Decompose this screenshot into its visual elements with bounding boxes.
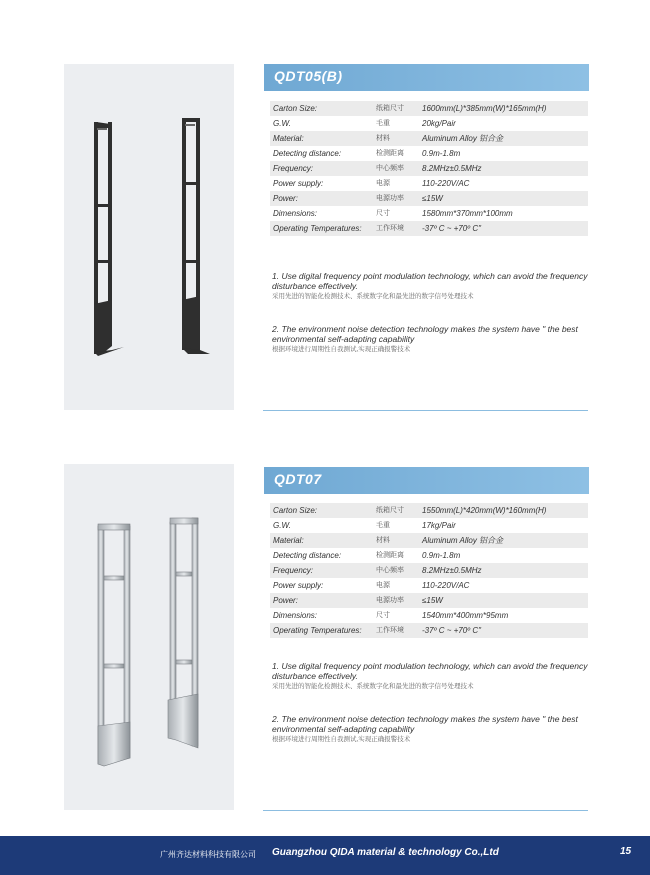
feature-item <box>272 324 588 355</box>
spec-row-detecting-distance <box>270 146 588 161</box>
spec-label-cn: 尺寸 <box>376 612 390 619</box>
spec-label: Material: <box>273 536 304 545</box>
feature-text-cn: 根据环境进行周期性自我测试,实现正确报警技术 <box>272 346 411 353</box>
spec-row-carton-size <box>270 503 588 518</box>
spec-row-frequency <box>270 161 588 176</box>
spec-label: Carton Size: <box>273 506 318 515</box>
spec-row-carton-size <box>270 101 588 116</box>
spec-value: 20kg/Pair <box>422 119 456 128</box>
section-divider <box>263 810 588 811</box>
section-divider <box>263 410 588 411</box>
spec-row-dimensions <box>270 608 588 623</box>
spec-label: Carton Size: <box>273 104 318 113</box>
spec-label-cn: 电源功率 <box>376 597 404 604</box>
spec-value: 1580mm*370mm*100mm <box>422 209 513 218</box>
page-number: 15 <box>620 846 632 857</box>
spec-label-cn: 纸箱尺寸 <box>376 105 404 112</box>
feature-text-cn: 根据环境进行周期性自我测试,实现正确报警技术 <box>272 736 411 743</box>
spec-value: 110-220V/AC <box>422 581 470 590</box>
company-name-en: Guangzhou QIDA material & technology Co.,Ltd <box>272 847 499 858</box>
spec-label-cn: 电源 <box>376 582 390 589</box>
feature-text-en: 1. Use digital frequency point modulation technology, which can avoid the frequency disturbance effectively. <box>272 271 588 291</box>
product-photo-qdt07 <box>64 464 234 810</box>
spec-value: Aluminum Alloy 铝合金 <box>422 134 504 143</box>
spec-row-gw <box>270 116 588 131</box>
spec-label-cn: 毛重 <box>376 120 390 127</box>
spec-value: ≤15W <box>422 194 443 203</box>
spec-label: Operating Temperatures: <box>273 224 362 233</box>
spec-label-cn: 电源 <box>376 180 390 187</box>
spec-row-operating-temperatures <box>270 221 588 236</box>
spec-row-detecting-distance <box>270 548 588 563</box>
spec-label: Dimensions: <box>273 611 318 620</box>
spec-row-power <box>270 593 588 608</box>
company-name-cn: 广州齐达材料科技有限公司 <box>160 850 256 859</box>
spec-label-cn: 工作环境 <box>376 627 404 634</box>
spec-label: Frequency: <box>273 164 314 173</box>
antenna-gate-silver-image <box>64 464 234 810</box>
spec-value: 17kg/Pair <box>422 521 456 530</box>
product-title-bar <box>264 64 589 91</box>
spec-row-power <box>270 191 588 206</box>
page-footer <box>0 836 650 875</box>
spec-label-cn: 中心频率 <box>376 165 404 172</box>
spec-value: -37º C ~ +70º C" <box>422 626 481 635</box>
spec-label: Detecting distance: <box>273 551 342 560</box>
spec-label-cn: 检测距离 <box>376 150 404 157</box>
spec-value: 8.2MHz±0.5MHz <box>422 566 482 575</box>
feature-text-cn: 采用先进的智能化检测技术、系统数字化和最先进的数字信号处理技术 <box>272 293 474 300</box>
product-title-bar <box>264 467 589 494</box>
spec-label: Power: <box>273 596 298 605</box>
spec-label-cn: 纸箱尺寸 <box>376 507 404 514</box>
spec-label: Dimensions: <box>273 209 318 218</box>
feature-text-en: 2. The environment noise detection technology makes the system have " the best environmental self-adapting capability <box>272 324 578 344</box>
spec-value: ≤15W <box>422 596 443 605</box>
spec-label-cn: 尺寸 <box>376 210 390 217</box>
spec-row-power-supply <box>270 578 588 593</box>
spec-label: Detecting distance: <box>273 149 342 158</box>
spec-label-cn: 材料 <box>376 135 390 142</box>
spec-label: G.W. <box>273 521 291 530</box>
spec-label-cn: 工作环境 <box>376 225 404 232</box>
spec-label: Power supply: <box>273 179 324 188</box>
antenna-gate-dark-image <box>64 64 234 410</box>
feature-item <box>272 714 588 745</box>
spec-label: Power supply: <box>273 581 324 590</box>
spec-value: 1600mm(L)*385mm(W)*165mm(H) <box>422 104 547 113</box>
spec-value: 1550mm(L)*420mm(W)*160mm(H) <box>422 506 547 515</box>
spec-row-material <box>270 533 588 548</box>
spec-row-material <box>270 131 588 146</box>
spec-value: 1540mm*400mm*95mm <box>422 611 509 620</box>
spec-row-frequency <box>270 563 588 578</box>
spec-value: 8.2MHz±0.5MHz <box>422 164 482 173</box>
spec-label: Frequency: <box>273 566 314 575</box>
product-title: QDT05(B) <box>274 68 343 84</box>
spec-row-operating-temperatures <box>270 623 588 638</box>
spec-label-cn: 检测距离 <box>376 552 404 559</box>
spec-label: Operating Temperatures: <box>273 626 362 635</box>
spec-label: Power: <box>273 194 298 203</box>
spec-label: G.W. <box>273 119 291 128</box>
spec-value: Aluminum Alloy 铝合金 <box>422 536 504 545</box>
spec-row-dimensions <box>270 206 588 221</box>
feature-item <box>272 271 588 302</box>
feature-text-en: 2. The environment noise detection technology makes the system have " the best environmental self-adapting capability <box>272 714 578 734</box>
product-title: QDT07 <box>274 471 322 487</box>
spec-label-cn: 电源功率 <box>376 195 404 202</box>
spec-value: 0.9m-1.8m <box>422 149 461 158</box>
spec-row-gw <box>270 518 588 533</box>
feature-text-en: 1. Use digital frequency point modulation technology, which can avoid the frequency disturbance effectively. <box>272 661 588 681</box>
feature-text-cn: 采用先进的智能化检测技术、系统数字化和最先进的数字信号处理技术 <box>272 683 474 690</box>
spec-label-cn: 中心频率 <box>376 567 404 574</box>
spec-value: 0.9m-1.8m <box>422 551 461 560</box>
spec-value: -37º C ~ +70º C" <box>422 224 481 233</box>
spec-row-power-supply <box>270 176 588 191</box>
spec-value: 110-220V/AC <box>422 179 470 188</box>
spec-label-cn: 材料 <box>376 537 390 544</box>
feature-item <box>272 661 588 692</box>
spec-label-cn: 毛重 <box>376 522 390 529</box>
product-photo-qdt05b <box>64 64 234 410</box>
spec-label: Material: <box>273 134 304 143</box>
